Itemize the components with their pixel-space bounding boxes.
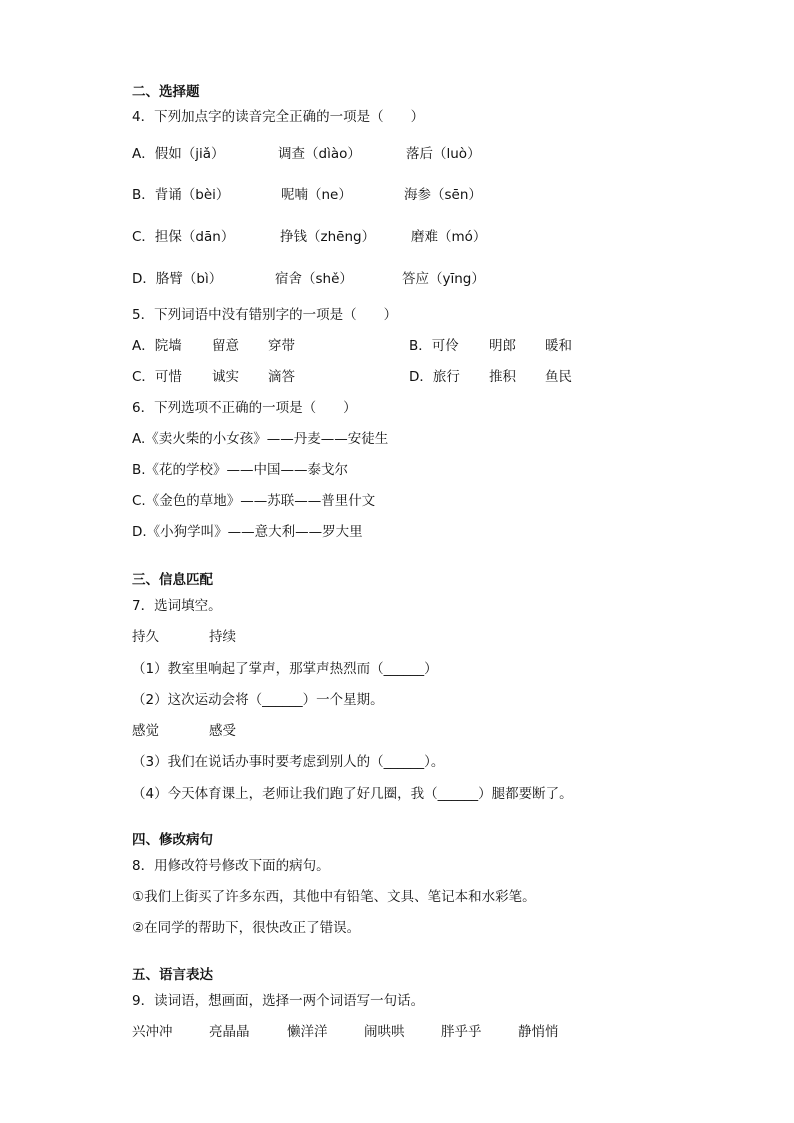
q9-word-5: 胖乎乎 (441, 1024, 482, 1040)
q7-word-group-1 (132, 628, 236, 646)
q4-b-item-3: 海参（sēn） (404, 187, 482, 203)
section-title-expression: 五、语言表达 (132, 967, 213, 983)
q6-option-d: D.《小狗学叫》——意大利——罗大里 (132, 524, 363, 540)
q4-a-item-2: 调查（dìào） (278, 146, 361, 162)
q8-sentence-1: ①我们上街买了许多东西，其他中有铅笔、文具、笔记本和水彩笔。 (132, 889, 536, 905)
q5-d-word-2: 推积 (489, 369, 516, 385)
section-title-matching: 三、信息匹配 (132, 572, 213, 588)
q7-word-4: 感受 (209, 723, 236, 739)
q7-sentence-3: （3）我们在说话办事时要考虑到别人的（______）。 (132, 754, 445, 770)
q4-option-c (132, 228, 486, 246)
q5-option-d: D．旅行 (409, 369, 460, 385)
q4-c-item-2: 挣钱（zhēng） (280, 229, 376, 245)
q5-option-a: A．院墙 (132, 338, 182, 354)
q5-row-2 (132, 368, 572, 386)
q8-sentence-2: ②在同学的帮助下，很快改正了错误。 (132, 920, 361, 936)
q5-c-word-2: 诚实 (212, 369, 239, 385)
q4-a-item-3: 落后（luò） (406, 146, 481, 162)
question-7-stem: 7．选词填空。 (132, 598, 222, 614)
q9-word-1: 兴冲冲 (132, 1024, 173, 1040)
q4-d-item-1: D．胳臂（bì） (132, 271, 223, 287)
q5-b-word-3: 暖和 (545, 338, 572, 354)
q9-word-2: 亮晶晶 (209, 1024, 250, 1040)
q4-option-a (132, 145, 481, 163)
q4-a-item-1: A．假如（jiǎ） (132, 146, 225, 162)
q7-word-group-2 (132, 722, 236, 740)
q9-word-4: 闹哄哄 (364, 1024, 405, 1040)
section-title-choice: 二、选择题 (132, 84, 200, 100)
q4-d-item-3: 答应（yīng） (402, 271, 485, 287)
q6-option-b: B.《花的学校》——中国——泰戈尔 (132, 462, 349, 478)
q7-word-2: 持续 (209, 629, 236, 645)
q5-c-word-3: 滴答 (268, 369, 295, 385)
q5-b-word-2: 明郎 (489, 338, 516, 354)
section-title-correction: 四、修改病句 (132, 832, 213, 848)
q5-d-word-3: 鱼民 (545, 369, 572, 385)
q7-sentence-4: （4）今天体育课上，老师让我们跑了好几圈，我（______）腿都要断了。 (132, 786, 573, 802)
question-6-stem: 6．下列选项不正确的一项是（ ） (132, 400, 357, 416)
question-9-stem: 9．读词语，想画面，选择一两个词语写一句话。 (132, 993, 425, 1009)
q4-b-item-2: 呢喃（ne） (281, 187, 352, 203)
q7-word-3: 感觉 (132, 723, 159, 739)
q9-word-list (132, 1023, 559, 1041)
question-8-stem: 8．用修改符号修改下面的病句。 (132, 858, 330, 874)
q4-b-item-1: B．背诵（bèi） (132, 187, 230, 203)
q5-row-1 (132, 337, 572, 355)
q9-word-3: 懒洋洋 (287, 1024, 328, 1040)
q4-d-item-2: 宿舍（shě） (275, 271, 353, 287)
q7-word-1: 持久 (132, 629, 159, 645)
q4-option-b (132, 186, 482, 204)
q7-sentence-2: （2）这次运动会将（______）一个星期。 (132, 692, 384, 708)
q4-c-item-3: 磨难（mó） (411, 229, 487, 245)
q6-option-c: C.《金色的草地》——苏联——普里什文 (132, 493, 376, 509)
q4-c-item-1: C．担保（dān） (132, 229, 235, 245)
q5-option-c: C．可惜 (132, 369, 182, 385)
question-4-stem: 4．下列加点字的读音完全正确的一项是（ ） (132, 109, 425, 125)
q7-sentence-1: （1）教室里响起了掌声，那掌声热烈而（______） (132, 661, 438, 677)
q5-option-b: B．可伶 (409, 338, 459, 354)
question-5-stem: 5．下列词语中没有错别字的一项是（ ） (132, 307, 398, 323)
q4-option-d (132, 270, 485, 288)
q6-option-a: A.《卖火柴的小女孩》——丹麦——安徒生 (132, 431, 389, 447)
q5-a-word-2: 留意 (212, 338, 239, 354)
q5-a-word-3: 穿带 (268, 338, 295, 354)
q9-word-6: 静悄悄 (518, 1024, 559, 1040)
